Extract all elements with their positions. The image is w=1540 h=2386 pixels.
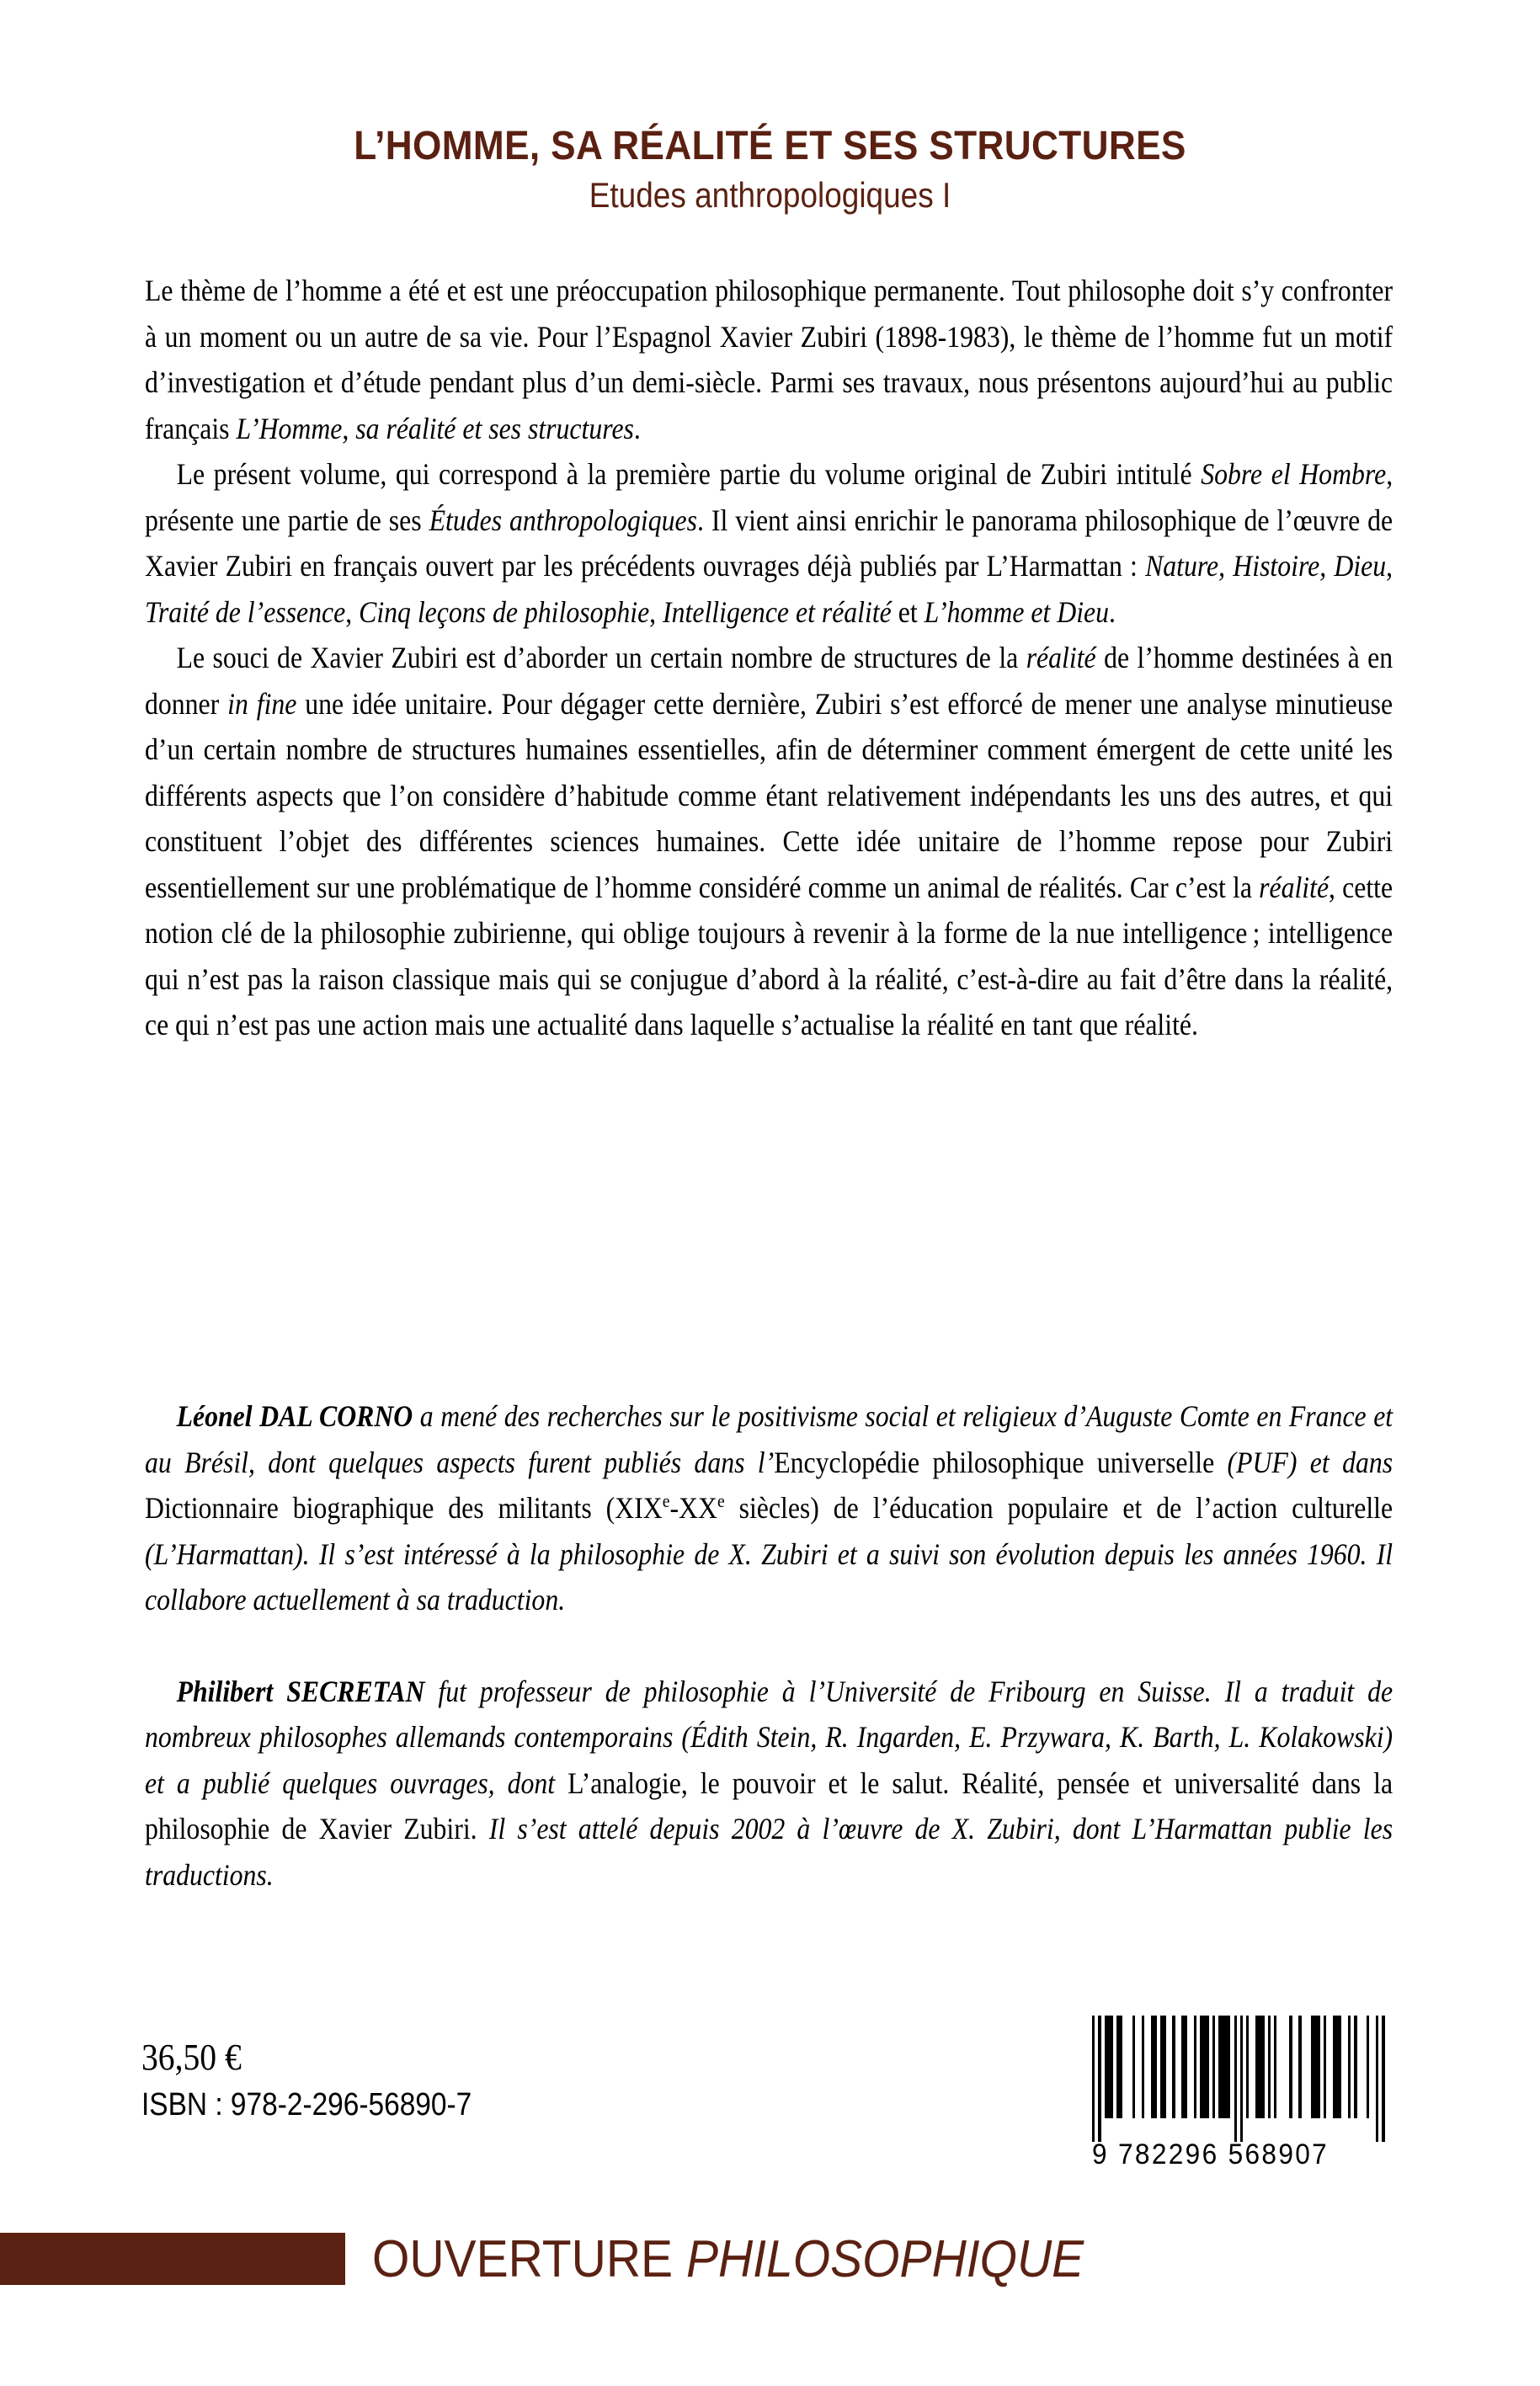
collection-name	[372, 2229, 1084, 2289]
price-label: 36,50 €	[141, 2037, 242, 2078]
blurb-p3-text-3: une idée unitaire. Pour dégager cette dernière, Zubiri s’est efforcé de mener une analyse minutieuse d’un certain nombre de structures humaines essentielles, afin de déterminer comment émergent de cette unité les différents aspects que l’on considère d’habitude comme étant relativement indépendants les uns des autres, et qui constituent l’objet des différentes sciences humaines. Cette idée unitaire de l’homme repose pour Zubiri essentiellement sur une problématique de l’homme considéré comme un animal de réalités. Car c’est la	[145, 686, 1393, 904]
barcode-digits: 9 782296 568907	[1092, 2138, 1330, 2170]
blurb-paragraph-2	[145, 451, 1393, 635]
blurb-p2-text-8: .	[1109, 594, 1116, 629]
page-title: L’HOMME, SA RÉALITÉ ET SES STRUCTURES	[354, 124, 1186, 168]
bio-1-work-1: Encyclopédie philosophique universelle	[774, 1445, 1215, 1479]
bio-1-ordinal-1: e	[662, 1490, 670, 1512]
bio-1-text-1: a mené des recherches sur le positivisme social et religieux d’Auguste Comte en France et au Brésil, dont quelques aspects furent publiés dans l’	[145, 1399, 1393, 1479]
blurb-p3-emph-3: réalité	[1259, 870, 1330, 904]
back-cover-blurb	[145, 268, 1393, 1048]
barcode	[1092, 2016, 1385, 2171]
blurb-p3-text-1: Le souci de Xavier Zubiri est d’aborder un certain nombre de structures de la	[176, 641, 1026, 674]
blurb-paragraph-1	[145, 268, 1393, 451]
blurb-p3-emph-2: in fine	[227, 686, 297, 721]
page-subtitle: Etudes anthropologiques I	[589, 174, 951, 215]
footer-color-block	[0, 2233, 345, 2285]
bio-2-text-1: fut professeur de philosophie à l’Université de Fribourg en Suisse. Il a traduit de nombreux philosophes allemands contemporains (Édith Stein, R. Ingarden, E. Przywara, K. Barth, L. Kolakowski) et a publié quelques ouvrages, dont	[145, 1674, 1393, 1800]
blurb-p2-text-1: Le présent volume, qui correspond à la première partie du volume original de Zubiri intitulé	[176, 457, 1202, 491]
blurb-p2-title-6: Intelligence et réalité	[663, 594, 892, 629]
blurb-paragraph-3	[145, 635, 1393, 1048]
blurb-p2-title-1: Sobre el Hombre	[1201, 457, 1387, 491]
bio-2-work-1: L’analogie, le pouvoir et le salut. Réalité, pensée et universalité dans la philosophie de Xavier Zubiri.	[145, 1766, 1393, 1845]
isbn-label: ISBN : 978-2-296-56890-7	[141, 2087, 472, 2122]
blurb-p2-text-7: et	[891, 594, 925, 629]
author-bios	[145, 1393, 1393, 1898]
bio-1-text-2: (PUF) et dans	[1214, 1445, 1393, 1479]
blurb-p2-text-3: . Il vient ainsi enrichir le panorama philosophique de l’œuvre de Xavier Zubiri en français ouvert par les précédents ouvrages déjà publiés par L’Harmattan :	[145, 503, 1393, 583]
blurb-p2-title-4: Traité de l’essence	[145, 594, 346, 629]
barcode-bars	[1092, 2016, 1385, 2142]
author-bio-secretan	[145, 1669, 1393, 1899]
blurb-p2-title-7: L’homme et Dieu	[924, 594, 1110, 629]
bio-1-text-3: (L’Harmattan). Il s’est intéressé à la philosophie de X. Zubiri et a suivi son évolution depuis les années 1960. Il collabore actuellement à sa traduction.	[145, 1537, 1393, 1616]
blurb-p3-emph-1: réalité	[1026, 641, 1096, 674]
blurb-p2-text-5: ,	[345, 594, 360, 629]
blurb-p2-text-4: ,	[1386, 549, 1393, 583]
blurb-p1-title-1: L’Homme, sa réalité et ses structures	[236, 411, 634, 445]
price-isbn-block	[141, 2036, 517, 2125]
bio-1-work-4: siècles) de l’éducation populaire et de l’action culturelle	[724, 1491, 1393, 1525]
collection-name-italic: PHILOSOPHIQUE	[685, 2229, 1084, 2288]
collection-footer	[0, 2223, 1540, 2295]
bio-1-work-3: -XX	[669, 1491, 717, 1525]
bio-1-work-2: Dictionnaire biographique des militants (XIX	[145, 1491, 663, 1525]
blurb-p2-text-2: , présente une partie de ses	[145, 457, 1393, 537]
blurb-p3-text-4: , cette notion clé de la philosophie zubirienne, qui oblige toujours à revenir à la forme de la nue intelligence ; intelligence qui n’est pas la raison classique mais qui se conjugue d’abord à la réalité, c’est-à-dire au fait d’être dans la réalité, ce qui n’est pas une action mais une actualité dans laquelle s’actualise la réalité en tant que réalité.	[145, 870, 1393, 1041]
blurb-p1-text-2: .	[633, 411, 641, 445]
blurb-p2-title-2: Études anthropologiques	[429, 503, 698, 537]
blurb-p2-title-5: Cinq leçons de philosophie	[359, 594, 650, 629]
blurb-p1-text-1: Le thème de l’homme a été et est une préoccupation philosophique permanente. Tout philosophe doit s’y confronter à un moment ou un autre de sa vie. Pour l’Espagnol Xavier Zubiri (1898-1983), le thème de l’homme fut un motif d’investigation et d’étude pendant plus d’un demi-siècle. Parmi ses travaux, nous présentons aujourd’hui au public français	[145, 274, 1393, 445]
author-name-dal-corno: Léonel DAL CORNO	[176, 1399, 413, 1433]
author-name-secretan: Philibert SECRETAN	[176, 1674, 425, 1708]
author-bio-dal-corno	[145, 1393, 1393, 1623]
collection-name-upright: OUVERTURE	[372, 2229, 674, 2288]
blurb-p3-text-2: de l’homme destinées à en donner	[145, 641, 1393, 721]
bio-2-text-2: Il s’est attelé depuis 2002 à l’œuvre de X. Zubiri, dont L’Harmattan publie les traductions.	[145, 1812, 1393, 1892]
blurb-p2-text-6: ,	[649, 594, 663, 629]
title-block	[0, 125, 1540, 216]
bio-1-ordinal-2: e	[717, 1490, 725, 1512]
blurb-p2-title-3: Nature, Histoire, Dieu	[1145, 549, 1387, 583]
